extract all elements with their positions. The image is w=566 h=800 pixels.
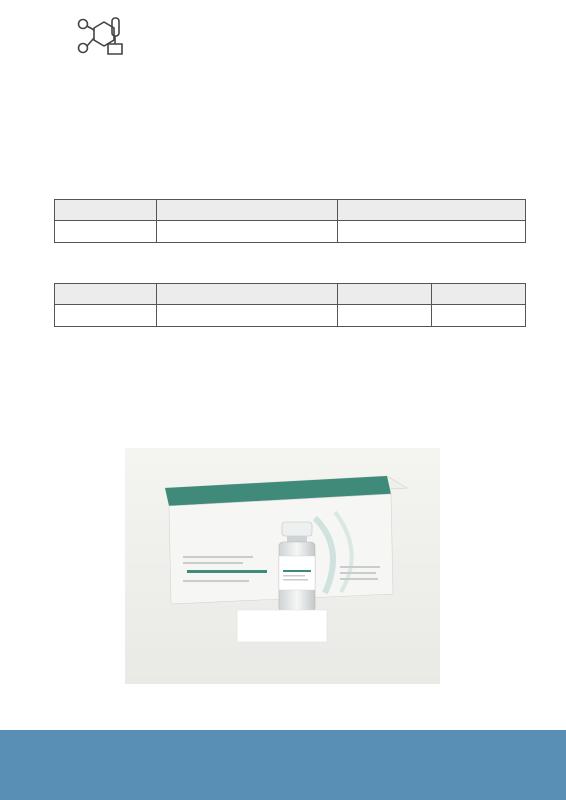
table-cell bbox=[432, 305, 526, 327]
vial-barcode-sticker bbox=[237, 610, 327, 642]
table-header-row bbox=[55, 200, 526, 221]
table-row bbox=[55, 305, 526, 327]
table-cell bbox=[156, 221, 338, 243]
barcode-bars bbox=[416, 20, 512, 52]
sample-identification-table bbox=[54, 199, 526, 243]
column-header bbox=[156, 284, 338, 305]
column-header bbox=[55, 284, 157, 305]
table-header-row bbox=[55, 284, 526, 305]
sample-photo bbox=[125, 448, 440, 684]
molecule-icon bbox=[74, 14, 130, 58]
column-header bbox=[432, 284, 526, 305]
column-header bbox=[156, 200, 338, 221]
company-logo bbox=[52, 14, 152, 60]
table-cell bbox=[55, 221, 157, 243]
column-header bbox=[55, 200, 157, 221]
sample-photo-image bbox=[125, 448, 440, 684]
table-cell bbox=[156, 305, 338, 327]
column-header bbox=[338, 200, 526, 221]
footer bbox=[0, 730, 566, 800]
column-header bbox=[338, 284, 432, 305]
table-cell bbox=[55, 305, 157, 327]
table-row bbox=[55, 221, 526, 243]
table-cell bbox=[338, 305, 432, 327]
table-cell bbox=[338, 221, 526, 243]
results-table bbox=[54, 283, 526, 327]
order-barcode bbox=[416, 20, 512, 55]
